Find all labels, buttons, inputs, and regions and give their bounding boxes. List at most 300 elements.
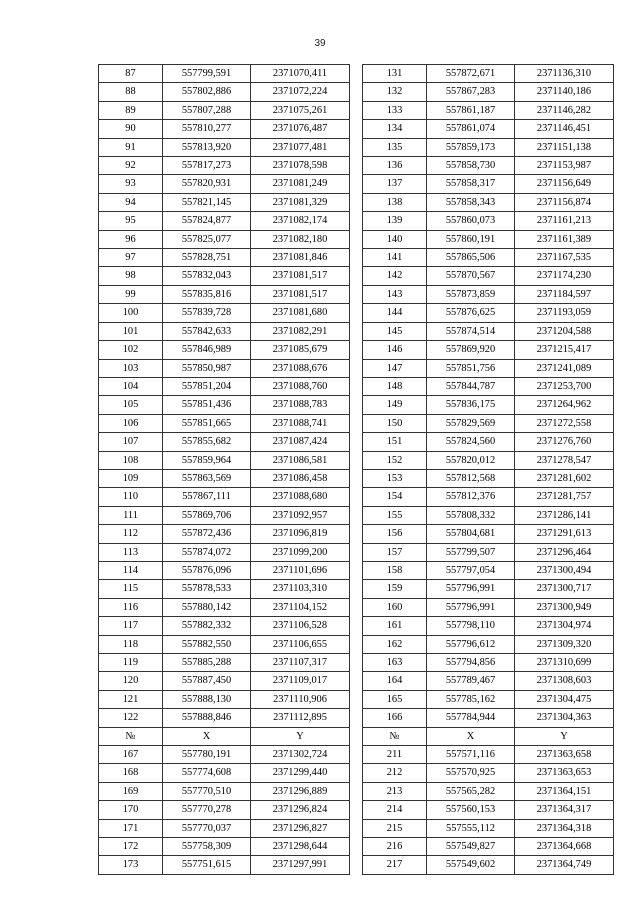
y-coordinate-cell: 2371081,249 [251, 175, 350, 193]
point-number-cell: 120 [99, 672, 163, 690]
x-coordinate-cell: 557797,054 [427, 561, 515, 579]
table-row [99, 838, 350, 856]
y-coordinate-cell: 2371299,440 [251, 764, 350, 782]
point-number-cell: 105 [99, 396, 163, 414]
point-number-cell: 106 [99, 414, 163, 432]
point-number-cell: 101 [99, 322, 163, 340]
y-coordinate-cell: 2371106,528 [251, 617, 350, 635]
table-row [99, 764, 350, 782]
y-coordinate-cell: 2371104,152 [251, 598, 350, 616]
table-row [99, 433, 350, 451]
table-row [99, 157, 350, 175]
x-coordinate-cell: 557869,920 [427, 341, 515, 359]
table-row [363, 488, 614, 506]
table-row [99, 285, 350, 303]
point-number-cell: 133 [363, 101, 427, 119]
column-header-cell: Y [515, 727, 614, 745]
x-coordinate-cell: 557774,608 [163, 764, 251, 782]
x-coordinate-cell: 557828,751 [163, 249, 251, 267]
y-coordinate-cell: 2371088,741 [251, 414, 350, 432]
table-header-row [363, 727, 614, 745]
y-coordinate-cell: 2371086,458 [251, 469, 350, 487]
table-row [363, 65, 614, 83]
point-number-cell: 107 [99, 433, 163, 451]
x-coordinate-cell: 557565,282 [427, 782, 515, 800]
table-row [363, 396, 614, 414]
x-coordinate-cell: 557770,510 [163, 782, 251, 800]
table-row [99, 451, 350, 469]
table-row [99, 856, 350, 874]
table-row [99, 543, 350, 561]
x-coordinate-cell: 557885,288 [163, 654, 251, 672]
y-coordinate-cell: 2371215,417 [515, 341, 614, 359]
y-coordinate-cell: 2371107,317 [251, 654, 350, 672]
table-row [363, 175, 614, 193]
x-coordinate-cell: 557873,859 [427, 285, 515, 303]
y-coordinate-cell: 2371082,174 [251, 212, 350, 230]
x-coordinate-cell: 557858,343 [427, 193, 515, 211]
table-row [99, 212, 350, 230]
point-number-cell: 100 [99, 304, 163, 322]
x-coordinate-cell: 557842,633 [163, 322, 251, 340]
x-coordinate-cell: 557555,112 [427, 819, 515, 837]
x-coordinate-cell: 557839,728 [163, 304, 251, 322]
table-row [363, 580, 614, 598]
point-number-cell: 91 [99, 138, 163, 156]
point-number-cell: 147 [363, 359, 427, 377]
table-row [99, 377, 350, 395]
x-coordinate-cell: 557796,991 [427, 580, 515, 598]
y-coordinate-cell: 2371241,089 [515, 359, 614, 377]
y-coordinate-cell: 2371156,874 [515, 193, 614, 211]
y-coordinate-cell: 2371297,991 [251, 856, 350, 874]
y-coordinate-cell: 2371085,679 [251, 341, 350, 359]
y-coordinate-cell: 2371112,895 [251, 709, 350, 727]
point-number-cell: 96 [99, 230, 163, 248]
point-number-cell: 165 [363, 690, 427, 708]
y-coordinate-cell: 2371184,597 [515, 285, 614, 303]
point-number-cell: 159 [363, 580, 427, 598]
y-coordinate-cell: 2371140,186 [515, 83, 614, 101]
y-coordinate-cell: 2371088,680 [251, 488, 350, 506]
point-number-cell: 143 [363, 285, 427, 303]
point-number-cell: 150 [363, 414, 427, 432]
table-row [99, 396, 350, 414]
table-row [99, 654, 350, 672]
y-coordinate-cell: 2371281,757 [515, 488, 614, 506]
table-row [363, 193, 614, 211]
table-row [99, 617, 350, 635]
x-coordinate-cell: 557820,931 [163, 175, 251, 193]
table-row [363, 377, 614, 395]
table-row [99, 65, 350, 83]
y-coordinate-cell: 2371286,141 [515, 506, 614, 524]
x-coordinate-cell: 557570,925 [427, 764, 515, 782]
point-number-cell: 132 [363, 83, 427, 101]
x-coordinate-cell: 557860,191 [427, 230, 515, 248]
y-coordinate-cell: 2371161,213 [515, 212, 614, 230]
point-number-cell: 114 [99, 561, 163, 579]
table-row [363, 101, 614, 119]
table-row [99, 709, 350, 727]
y-coordinate-cell: 2371081,680 [251, 304, 350, 322]
y-coordinate-cell: 2371096,819 [251, 525, 350, 543]
point-number-cell: 135 [363, 138, 427, 156]
y-coordinate-cell: 2371106,655 [251, 635, 350, 653]
x-coordinate-cell: 557888,130 [163, 690, 251, 708]
x-coordinate-cell: 557560,153 [427, 801, 515, 819]
point-number-cell: 172 [99, 838, 163, 856]
x-coordinate-cell: 557851,665 [163, 414, 251, 432]
x-coordinate-cell: 557796,612 [427, 635, 515, 653]
point-number-cell: 108 [99, 451, 163, 469]
y-coordinate-cell: 2371296,889 [251, 782, 350, 800]
x-coordinate-cell: 557798,110 [427, 617, 515, 635]
table-row [363, 709, 614, 727]
y-coordinate-cell: 2371081,517 [251, 267, 350, 285]
y-coordinate-cell: 2371304,475 [515, 690, 614, 708]
point-number-cell: 161 [363, 617, 427, 635]
coordinates-table-right [362, 64, 614, 875]
y-coordinate-cell: 2371272,558 [515, 414, 614, 432]
point-number-cell: 95 [99, 212, 163, 230]
point-number-cell: 92 [99, 157, 163, 175]
table-row [363, 230, 614, 248]
point-number-cell: 94 [99, 193, 163, 211]
y-coordinate-cell: 2371086,581 [251, 451, 350, 469]
point-number-cell: 151 [363, 433, 427, 451]
table-row [363, 525, 614, 543]
y-coordinate-cell: 2371167,535 [515, 249, 614, 267]
x-coordinate-cell: 557844,787 [427, 377, 515, 395]
column-header-cell: № [363, 727, 427, 745]
y-coordinate-cell: 2371308,603 [515, 672, 614, 690]
y-coordinate-cell: 2371174,230 [515, 267, 614, 285]
y-coordinate-cell: 2371153,987 [515, 157, 614, 175]
point-number-cell: 153 [363, 469, 427, 487]
x-coordinate-cell: 557859,173 [427, 138, 515, 156]
point-number-cell: 141 [363, 249, 427, 267]
table-row [363, 249, 614, 267]
point-number-cell: 134 [363, 120, 427, 138]
table-row [363, 782, 614, 800]
y-coordinate-cell: 2371136,310 [515, 65, 614, 83]
x-coordinate-cell: 557794,856 [427, 654, 515, 672]
x-coordinate-cell: 557785,162 [427, 690, 515, 708]
table-row [99, 101, 350, 119]
table-row [99, 746, 350, 764]
coordinates-table-left-body [99, 65, 350, 875]
x-coordinate-cell: 557882,550 [163, 635, 251, 653]
point-number-cell: 169 [99, 782, 163, 800]
x-coordinate-cell: 557851,204 [163, 377, 251, 395]
table-row [363, 341, 614, 359]
x-coordinate-cell: 557850,987 [163, 359, 251, 377]
y-coordinate-cell: 2371109,017 [251, 672, 350, 690]
x-coordinate-cell: 557835,816 [163, 285, 251, 303]
table-row [99, 801, 350, 819]
y-coordinate-cell: 2371309,320 [515, 635, 614, 653]
column-header-cell: № [99, 727, 163, 745]
point-number-cell: 88 [99, 83, 163, 101]
table-row [99, 138, 350, 156]
table-row [363, 746, 614, 764]
x-coordinate-cell: 557751,615 [163, 856, 251, 874]
y-coordinate-cell: 2371070,411 [251, 65, 350, 83]
x-coordinate-cell: 557865,506 [427, 249, 515, 267]
point-number-cell: 217 [363, 856, 427, 874]
x-coordinate-cell: 557829,569 [427, 414, 515, 432]
point-number-cell: 216 [363, 838, 427, 856]
x-coordinate-cell: 557858,317 [427, 175, 515, 193]
point-number-cell: 139 [363, 212, 427, 230]
y-coordinate-cell: 2371103,310 [251, 580, 350, 598]
table-row [99, 469, 350, 487]
point-number-cell: 97 [99, 249, 163, 267]
point-number-cell: 145 [363, 322, 427, 340]
y-coordinate-cell: 2371082,180 [251, 230, 350, 248]
table-row [363, 764, 614, 782]
y-coordinate-cell: 2371363,653 [515, 764, 614, 782]
point-number-cell: 149 [363, 396, 427, 414]
table-row [363, 433, 614, 451]
x-coordinate-cell: 557861,074 [427, 120, 515, 138]
point-number-cell: 93 [99, 175, 163, 193]
column-header-cell: X [163, 727, 251, 745]
table-row [363, 617, 614, 635]
x-coordinate-cell: 557812,376 [427, 488, 515, 506]
table-row [363, 267, 614, 285]
y-coordinate-cell: 2371081,846 [251, 249, 350, 267]
y-coordinate-cell: 2371076,487 [251, 120, 350, 138]
point-number-cell: 155 [363, 506, 427, 524]
y-coordinate-cell: 2371101,696 [251, 561, 350, 579]
x-coordinate-cell: 557867,111 [163, 488, 251, 506]
x-coordinate-cell: 557882,332 [163, 617, 251, 635]
x-coordinate-cell: 557799,591 [163, 65, 251, 83]
point-number-cell: 87 [99, 65, 163, 83]
y-coordinate-cell: 2371296,464 [515, 543, 614, 561]
x-coordinate-cell: 557874,514 [427, 322, 515, 340]
table-row [99, 525, 350, 543]
table-row [363, 856, 614, 874]
x-coordinate-cell: 557821,145 [163, 193, 251, 211]
table-row [99, 341, 350, 359]
table-row [99, 304, 350, 322]
x-coordinate-cell: 557867,283 [427, 83, 515, 101]
x-coordinate-cell: 557846,989 [163, 341, 251, 359]
x-coordinate-cell: 557780,191 [163, 746, 251, 764]
y-coordinate-cell: 2371296,827 [251, 819, 350, 837]
point-number-cell: 122 [99, 709, 163, 727]
table-row [99, 580, 350, 598]
y-coordinate-cell: 2371296,824 [251, 801, 350, 819]
x-coordinate-cell: 557549,827 [427, 838, 515, 856]
page-number: 39 [314, 38, 326, 49]
table-row [363, 414, 614, 432]
column-header-cell: Y [251, 727, 350, 745]
point-number-cell: 215 [363, 819, 427, 837]
table-row [363, 543, 614, 561]
y-coordinate-cell: 2371364,151 [515, 782, 614, 800]
x-coordinate-cell: 557872,671 [427, 65, 515, 83]
y-coordinate-cell: 2371253,700 [515, 377, 614, 395]
point-number-cell: 142 [363, 267, 427, 285]
y-coordinate-cell: 2371088,783 [251, 396, 350, 414]
x-coordinate-cell: 557799,507 [427, 543, 515, 561]
point-number-cell: 212 [363, 764, 427, 782]
point-number-cell: 131 [363, 65, 427, 83]
x-coordinate-cell: 557872,436 [163, 525, 251, 543]
y-coordinate-cell: 2371078,598 [251, 157, 350, 175]
point-number-cell: 115 [99, 580, 163, 598]
x-coordinate-cell: 557808,332 [427, 506, 515, 524]
table-row [363, 598, 614, 616]
point-number-cell: 152 [363, 451, 427, 469]
x-coordinate-cell: 557870,567 [427, 267, 515, 285]
table-row [99, 690, 350, 708]
table-row [99, 249, 350, 267]
x-coordinate-cell: 557810,277 [163, 120, 251, 138]
table-row [99, 83, 350, 101]
point-number-cell: 111 [99, 506, 163, 524]
y-coordinate-cell: 2371364,668 [515, 838, 614, 856]
table-row [363, 672, 614, 690]
table-row [99, 506, 350, 524]
point-number-cell: 98 [99, 267, 163, 285]
x-coordinate-cell: 557836,175 [427, 396, 515, 414]
y-coordinate-cell: 2371363,658 [515, 746, 614, 764]
x-coordinate-cell: 557855,682 [163, 433, 251, 451]
table-row [363, 138, 614, 156]
x-coordinate-cell: 557869,706 [163, 506, 251, 524]
point-number-cell: 112 [99, 525, 163, 543]
x-coordinate-cell: 557784,944 [427, 709, 515, 727]
table-row [363, 690, 614, 708]
x-coordinate-cell: 557804,681 [427, 525, 515, 543]
y-coordinate-cell: 2371264,962 [515, 396, 614, 414]
point-number-cell: 173 [99, 856, 163, 874]
x-coordinate-cell: 557796,991 [427, 598, 515, 616]
point-number-cell: 211 [363, 746, 427, 764]
y-coordinate-cell: 2371077,481 [251, 138, 350, 156]
y-coordinate-cell: 2371302,724 [251, 746, 350, 764]
y-coordinate-cell: 2371281,602 [515, 469, 614, 487]
table-row [99, 175, 350, 193]
table-row [99, 414, 350, 432]
point-number-cell: 158 [363, 561, 427, 579]
point-number-cell: 148 [363, 377, 427, 395]
point-number-cell: 154 [363, 488, 427, 506]
y-coordinate-cell: 2371161,389 [515, 230, 614, 248]
table-row [363, 451, 614, 469]
table-row [99, 120, 350, 138]
y-coordinate-cell: 2371146,451 [515, 120, 614, 138]
y-coordinate-cell: 2371204,588 [515, 322, 614, 340]
x-coordinate-cell: 557817,273 [163, 157, 251, 175]
y-coordinate-cell: 2371193,059 [515, 304, 614, 322]
x-coordinate-cell: 557860,073 [427, 212, 515, 230]
y-coordinate-cell: 2371276,760 [515, 433, 614, 451]
point-number-cell: 146 [363, 341, 427, 359]
point-number-cell: 144 [363, 304, 427, 322]
x-coordinate-cell: 557876,625 [427, 304, 515, 322]
x-coordinate-cell: 557770,278 [163, 801, 251, 819]
x-coordinate-cell: 557887,450 [163, 672, 251, 690]
table-row [363, 654, 614, 672]
point-number-cell: 116 [99, 598, 163, 616]
x-coordinate-cell: 557888,846 [163, 709, 251, 727]
x-coordinate-cell: 557807,288 [163, 101, 251, 119]
table-row [363, 322, 614, 340]
table-row [99, 267, 350, 285]
y-coordinate-cell: 2371364,317 [515, 801, 614, 819]
x-coordinate-cell: 557813,920 [163, 138, 251, 156]
table-row [363, 359, 614, 377]
x-coordinate-cell: 557863,569 [163, 469, 251, 487]
y-coordinate-cell: 2371081,329 [251, 193, 350, 211]
table-header-row [99, 727, 350, 745]
table-row [363, 635, 614, 653]
point-number-cell: 90 [99, 120, 163, 138]
point-number-cell: 163 [363, 654, 427, 672]
point-number-cell: 110 [99, 488, 163, 506]
point-number-cell: 104 [99, 377, 163, 395]
point-number-cell: 168 [99, 764, 163, 782]
y-coordinate-cell: 2371300,717 [515, 580, 614, 598]
point-number-cell: 103 [99, 359, 163, 377]
point-number-cell: 157 [363, 543, 427, 561]
y-coordinate-cell: 2371082,291 [251, 322, 350, 340]
point-number-cell: 89 [99, 101, 163, 119]
y-coordinate-cell: 2371092,957 [251, 506, 350, 524]
table-row [363, 506, 614, 524]
x-coordinate-cell: 557824,560 [427, 433, 515, 451]
point-number-cell: 160 [363, 598, 427, 616]
point-number-cell: 138 [363, 193, 427, 211]
y-coordinate-cell: 2371364,749 [515, 856, 614, 874]
point-number-cell: 171 [99, 819, 163, 837]
x-coordinate-cell: 557851,436 [163, 396, 251, 414]
table-row [363, 801, 614, 819]
y-coordinate-cell: 2371072,224 [251, 83, 350, 101]
point-number-cell: 164 [363, 672, 427, 690]
x-coordinate-cell: 557859,964 [163, 451, 251, 469]
table-row [363, 120, 614, 138]
point-number-cell: 113 [99, 543, 163, 561]
x-coordinate-cell: 557758,309 [163, 838, 251, 856]
x-coordinate-cell: 557874,072 [163, 543, 251, 561]
table-row [363, 838, 614, 856]
point-number-cell: 213 [363, 782, 427, 800]
y-coordinate-cell: 2371099,200 [251, 543, 350, 561]
x-coordinate-cell: 557549,602 [427, 856, 515, 874]
x-coordinate-cell: 557825,077 [163, 230, 251, 248]
table-row [99, 635, 350, 653]
x-coordinate-cell: 557878,533 [163, 580, 251, 598]
table-row [99, 230, 350, 248]
y-coordinate-cell: 2371075,261 [251, 101, 350, 119]
table-row [99, 819, 350, 837]
x-coordinate-cell: 557789,467 [427, 672, 515, 690]
x-coordinate-cell: 557851,756 [427, 359, 515, 377]
table-row [99, 672, 350, 690]
table-row [363, 83, 614, 101]
table-row [99, 322, 350, 340]
y-coordinate-cell: 2371304,974 [515, 617, 614, 635]
x-coordinate-cell: 557812,568 [427, 469, 515, 487]
point-number-cell: 137 [363, 175, 427, 193]
